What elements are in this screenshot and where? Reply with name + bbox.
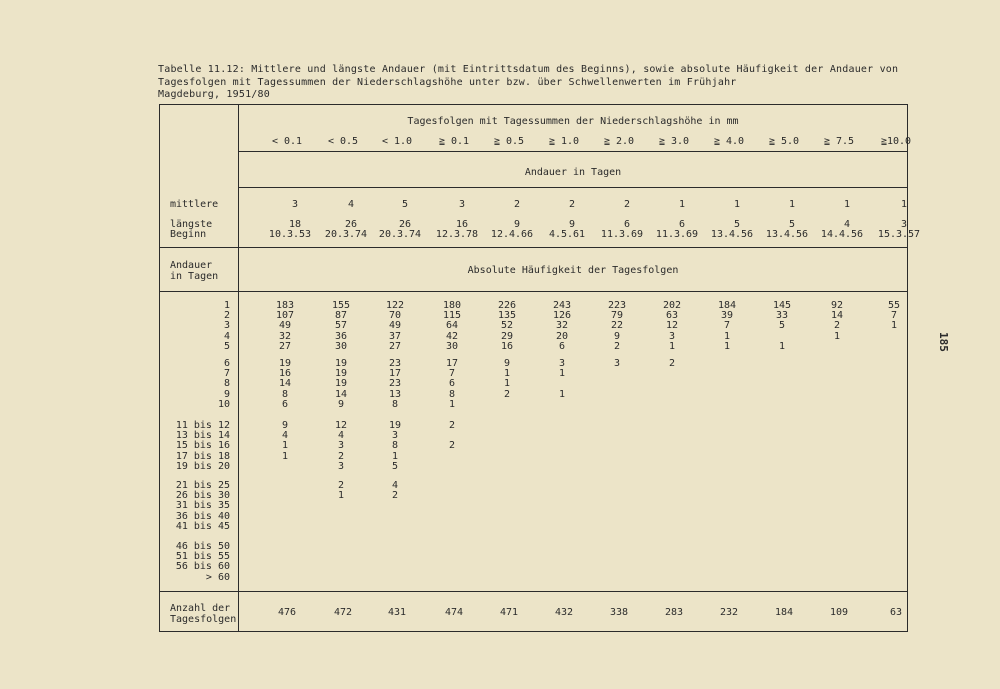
frequency-column: 243 126 32 20 6 — [552, 300, 572, 352]
frequency-column: 122 70 49 37 27 — [385, 300, 405, 352]
frequency-column: 55 7 1 — [887, 300, 901, 332]
andauer-row-labels: 11 bis 12 13 bis 14 15 bis 16 17 bis 18 19 bis 20 — [175, 420, 230, 472]
caption-line-1: Tabelle 11.12: Mittlere und längste Andauer (mit Eintrittsdatum des Beginns), sowie absolute Häufigkeit der Andauer von — [158, 64, 899, 75]
anzahl-value: 283 — [664, 607, 684, 618]
mittlere-value: 1 — [900, 199, 908, 210]
frequency-column: 202 63 12 3 1 — [662, 300, 682, 352]
laengste-value: 3 — [900, 219, 908, 230]
anzahl-value: 338 — [609, 607, 629, 618]
laengste-value: 16 — [455, 219, 469, 230]
frequency-column: 23 17 23 13 8 — [388, 358, 402, 410]
frequency-column: 9 4 1 1 — [281, 420, 289, 462]
anzahl-value: 109 — [829, 607, 849, 618]
threshold-header: ≧ 2.0 — [603, 136, 635, 147]
frequency-column: 155 87 57 36 30 — [331, 300, 351, 352]
beginn-value: 11.3.69 — [600, 229, 644, 240]
caption-line-2: Tagesfolgen mit Tagessummen der Niederschlagshöhe unter bzw. über Schwellenwerten im Frühjahr — [158, 76, 737, 88]
mittlere-value: 1 — [733, 199, 741, 210]
label-column-divider — [238, 105, 239, 631]
beginn-value: 20.3.74 — [324, 229, 368, 240]
mittlere-value: 2 — [623, 199, 631, 210]
section-divider-3 — [160, 591, 907, 592]
anzahl-value: 184 — [774, 607, 794, 618]
anzahl-value: 432 — [554, 607, 574, 618]
beginn-value: 13.4.56 — [710, 229, 754, 240]
label-andauer-in-tagen: Andauer in Tagen — [170, 260, 219, 282]
threshold-header: < 1.0 — [381, 136, 413, 147]
laengste-value: 6 — [678, 219, 686, 230]
frequency-column: 2 1 — [337, 480, 345, 502]
andauer-row-labels: 6 7 8 9 10 — [217, 358, 230, 410]
anzahl-value: 471 — [499, 607, 519, 618]
section-divider-2 — [160, 291, 907, 292]
laengste-value: 5 — [733, 219, 741, 230]
section-divider-1 — [160, 247, 907, 248]
header-divider-1 — [238, 151, 907, 152]
andauer-row-labels: 21 bis 25 26 bis 30 31 bis 35 36 bis 40 41 bis 45 — [175, 480, 230, 532]
threshold-header: ≧ 0.5 — [493, 136, 525, 147]
frequency-column: 2 — [668, 358, 676, 369]
frequency-column: 184 39 7 1 1 — [717, 300, 737, 352]
mittlere-value: 1 — [678, 199, 686, 210]
label-laengste: längste — [170, 219, 213, 230]
frequency-column: 4 2 — [391, 480, 399, 502]
anzahl-value: 232 — [719, 607, 739, 618]
frequency-column: 180 115 64 42 30 — [442, 300, 462, 352]
threshold-header: < 0.5 — [327, 136, 359, 147]
laengste-value: 9 — [513, 219, 521, 230]
frequency-column: 92 14 2 1 — [830, 300, 844, 342]
threshold-header: ≧ 3.0 — [658, 136, 690, 147]
frequency-column: 2 2 — [448, 420, 456, 452]
mittlere-value: 1 — [843, 199, 851, 210]
frequency-column: 183 107 49 32 27 — [275, 300, 295, 352]
frequency-column: 145 33 5 1 — [772, 300, 792, 352]
label-beginn: Beginn — [170, 229, 207, 240]
data-table — [159, 104, 921, 632]
anzahl-value: 63 — [889, 607, 903, 618]
laengste-value: 4 — [843, 219, 851, 230]
frequency-column: 17 7 6 8 1 — [445, 358, 459, 410]
threshold-header: ≧10.0 — [880, 136, 912, 147]
label-anzahl: Anzahl der Tagesfolgen — [170, 603, 237, 625]
beginn-value: 15.3.57 — [877, 229, 921, 240]
anzahl-value: 474 — [444, 607, 464, 618]
mittlere-value: 1 — [788, 199, 796, 210]
andauer-header: Andauer in Tagen — [524, 167, 622, 178]
anzahl-value: 431 — [387, 607, 407, 618]
header-title: Tagesfolgen mit Tagessummen der Niederschlagshöhe in mm — [407, 116, 739, 127]
frequency-column: 3 1 1 — [558, 358, 566, 400]
beginn-value: 4.5.61 — [548, 229, 586, 240]
caption-line-3: Magdeburg, 1951/80 — [158, 89, 270, 100]
beginn-value: 20.3.74 — [378, 229, 422, 240]
frequency-column: 19 19 19 14 9 — [334, 358, 348, 410]
beginn-value: 12.4.66 — [490, 229, 534, 240]
laengste-value: 6 — [623, 219, 631, 230]
laengste-value: 9 — [568, 219, 576, 230]
threshold-header: ≧ 1.0 — [548, 136, 580, 147]
mittlere-value: 2 — [513, 199, 521, 210]
laengste-value: 26 — [398, 219, 412, 230]
header-divider-2 — [238, 187, 907, 188]
abs-header: Absolute Häufigkeit der Tagesfolgen — [467, 265, 679, 276]
threshold-header: ≧ 0.1 — [438, 136, 470, 147]
frequency-column: 3 — [613, 358, 621, 369]
anzahl-value: 476 — [277, 607, 297, 618]
beginn-value: 10.3.53 — [268, 229, 312, 240]
beginn-value: 14.4.56 — [820, 229, 864, 240]
beginn-value: 12.3.78 — [435, 229, 479, 240]
mittlere-value: 4 — [347, 199, 355, 210]
laengste-value: 18 — [288, 219, 302, 230]
mittlere-value: 2 — [568, 199, 576, 210]
frequency-column: 19 16 14 8 6 — [278, 358, 292, 410]
frequency-column: 19 3 8 1 5 — [388, 420, 402, 472]
threshold-header: ≧ 5.0 — [768, 136, 800, 147]
label-mittlere: mittlere — [170, 199, 219, 210]
frequency-column: 9 1 1 2 — [503, 358, 511, 400]
frequency-column: 226 135 52 29 16 — [497, 300, 517, 352]
laengste-value: 26 — [344, 219, 358, 230]
beginn-value: 11.3.69 — [655, 229, 699, 240]
beginn-value: 13.4.56 — [765, 229, 809, 240]
laengste-value: 5 — [788, 219, 796, 230]
page-number: 185 — [937, 332, 950, 352]
threshold-header: ≧ 7.5 — [823, 136, 855, 147]
mittlere-value: 5 — [401, 199, 409, 210]
frequency-column: 223 79 22 9 2 — [607, 300, 627, 352]
mittlere-value: 3 — [458, 199, 466, 210]
threshold-header: ≧ 4.0 — [713, 136, 745, 147]
frequency-column: 12 4 3 2 3 — [334, 420, 348, 472]
table-caption — [158, 64, 918, 102]
anzahl-value: 472 — [333, 607, 353, 618]
andauer-row-labels: 46 bis 50 51 bis 55 56 bis 60 > 60 — [175, 541, 230, 583]
mittlere-value: 3 — [291, 199, 299, 210]
threshold-header: < 0.1 — [271, 136, 303, 147]
andauer-row-labels: 1 2 3 4 5 — [223, 300, 230, 352]
